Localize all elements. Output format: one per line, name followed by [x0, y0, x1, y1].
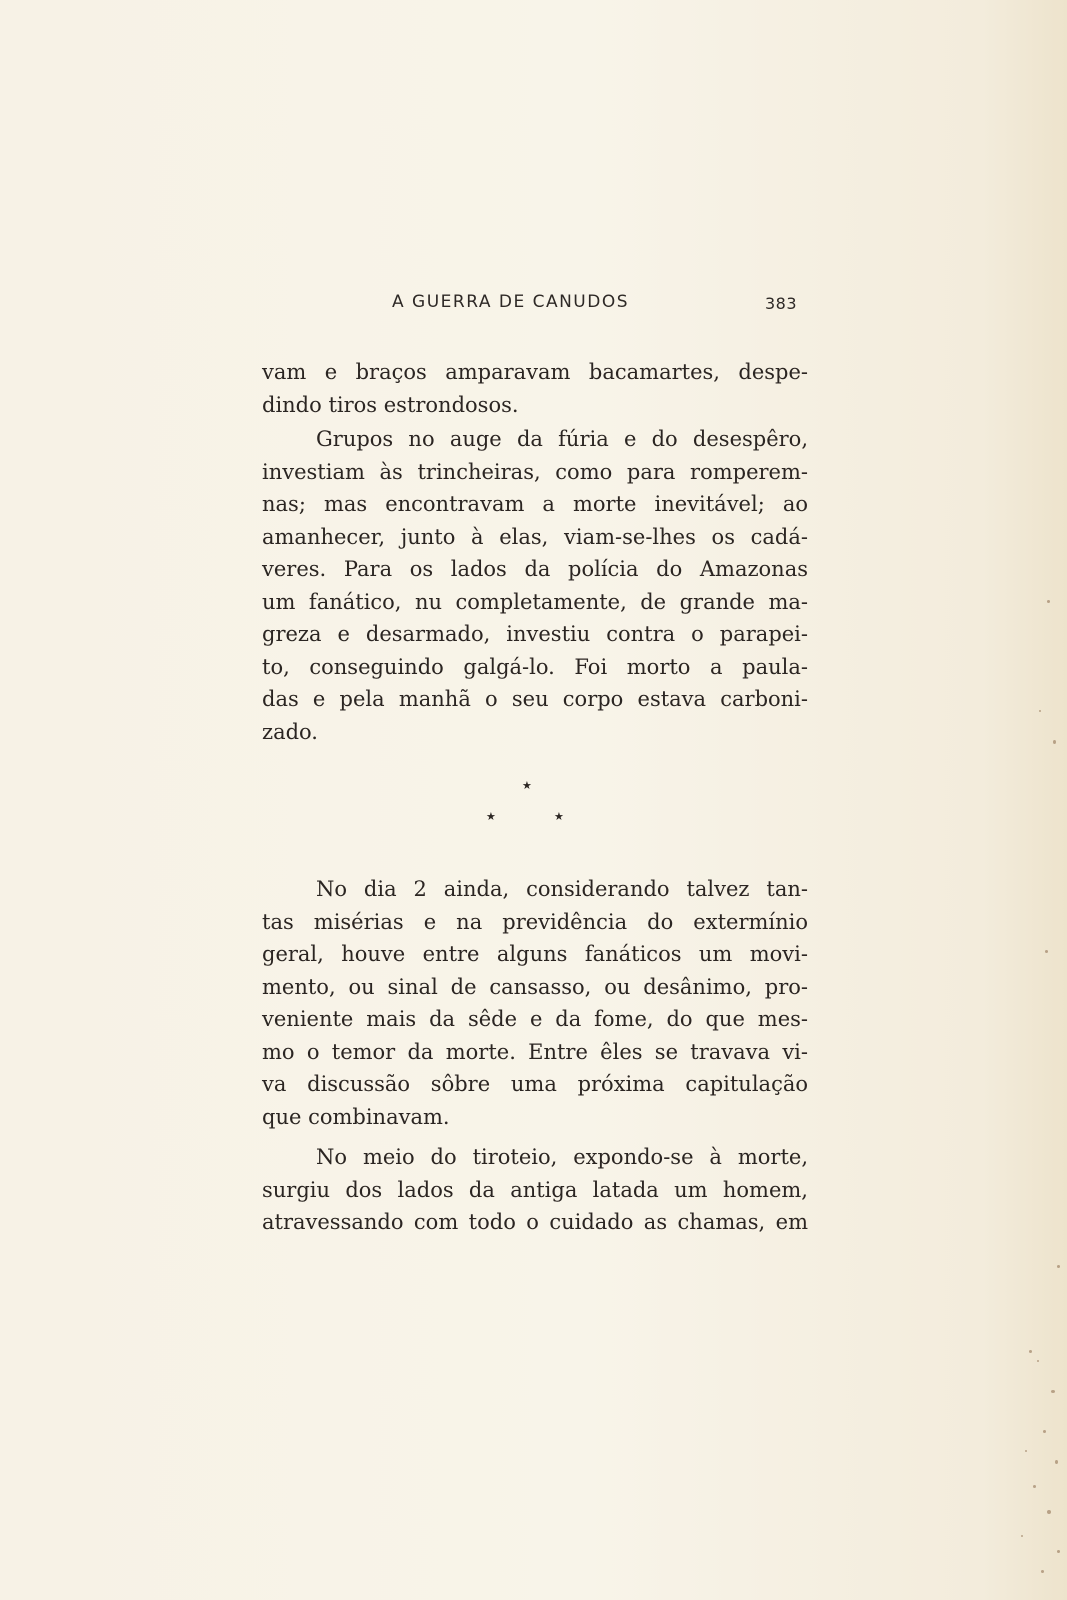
text-line: Grupos no auge da fúria e do desespêro, — [316, 427, 808, 451]
foxing-speck — [1037, 1360, 1039, 1362]
foxing-speck — [1039, 710, 1041, 712]
foxing-speck — [1057, 1550, 1060, 1553]
paragraph — [262, 873, 808, 1133]
separator-star: ★ — [522, 779, 532, 792]
foxing-speck — [1045, 950, 1048, 953]
text-line: veres. Para os lados da polícia do Amazonas — [262, 557, 808, 581]
text-line: das e pela manhã o seu corpo estava carboni- — [262, 687, 808, 711]
text-line: geral, houve entre alguns fanáticos um movi- — [262, 942, 808, 966]
paragraph-continuation — [262, 356, 808, 421]
running-head-title: A GUERRA DE CANUDOS — [392, 292, 630, 312]
foxing-speck — [1033, 1485, 1036, 1488]
text-line: que combinavam. — [262, 1104, 450, 1129]
section-separator — [470, 780, 590, 840]
foxing-speck — [1029, 1350, 1032, 1353]
foxing-speck — [1047, 1510, 1051, 1514]
text-line: amanhecer, junto à elas, viam-se-lhes os cadá- — [262, 524, 808, 549]
text-line: va discussão sôbre uma próxima capitulação — [262, 1072, 808, 1096]
foxing-speck — [1041, 1570, 1044, 1573]
foxing-speck — [1057, 1265, 1060, 1268]
text-line: No dia 2 ainda, considerando talvez tan- — [316, 877, 808, 901]
text-line: greza e desarmado, investiu contra o parapei- — [262, 622, 808, 646]
text-line: tas misérias e na previdência do extermínio — [262, 909, 808, 934]
text-line: vam e braços amparavam bacamartes, despe- — [262, 360, 808, 384]
text-line: zado. — [262, 719, 318, 744]
separator-star: ★ — [486, 810, 496, 823]
foxing-speck — [1051, 1390, 1055, 1393]
text-line: investiam às trincheiras, como para romperem- — [262, 459, 808, 484]
text-line: um fanático, nu completamente, de grande ma- — [262, 589, 808, 614]
text-line: to, conseguindo galgá-lo. Foi morto a paula- — [262, 654, 808, 679]
text-line: No meio do tiroteio, expondo-se à morte, — [316, 1145, 808, 1169]
paragraph — [262, 1141, 808, 1239]
page-number: 383 — [765, 294, 798, 313]
text-line: atravessando com todo o cuidado as chamas, em — [262, 1210, 808, 1234]
foxing-speck — [1053, 740, 1056, 744]
foxing-speck — [1047, 600, 1050, 603]
text-line: surgiu dos lados da antiga latada um homem, — [262, 1177, 808, 1202]
paragraph — [262, 423, 808, 748]
paper-foxing — [1007, 560, 1067, 1600]
text-line: dindo tiros estrondosos. — [262, 392, 519, 417]
text-line: veniente mais da sêde e da fome, do que mes- — [262, 1007, 808, 1031]
foxing-speck — [1055, 1460, 1058, 1464]
separator-star: ★ — [554, 810, 564, 823]
foxing-speck — [1043, 1430, 1046, 1433]
foxing-speck — [1021, 1535, 1023, 1537]
text-line: nas; mas encontravam a morte inevitável; ao — [262, 492, 808, 516]
text-line: mo o temor da morte. Entre êles se travava vi- — [262, 1039, 808, 1064]
text-line: mento, ou sinal de cansasso, ou desânimo, pro- — [262, 974, 808, 999]
running-header — [392, 288, 812, 318]
foxing-speck — [1025, 1450, 1027, 1452]
